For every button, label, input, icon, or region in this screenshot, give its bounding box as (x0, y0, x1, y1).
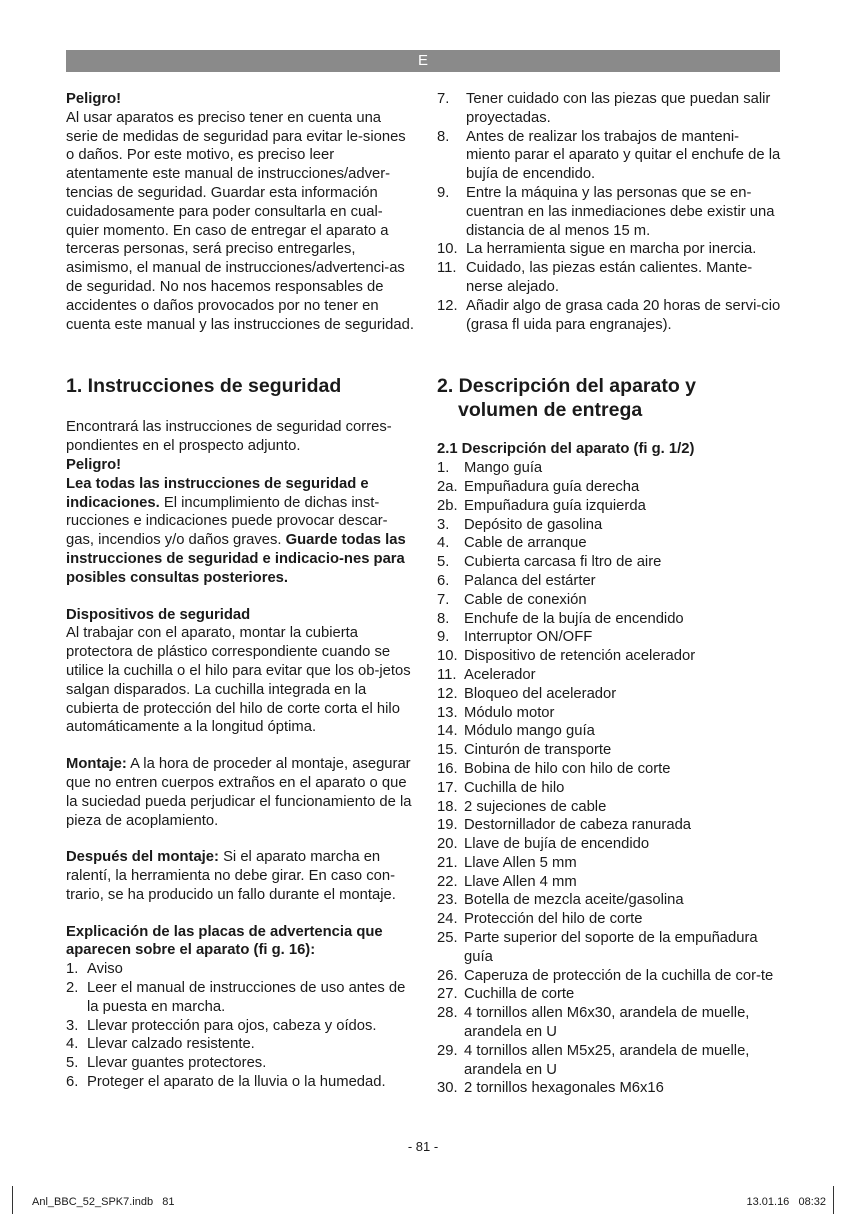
section2-heading-line2: volumen de entrega (458, 399, 643, 422)
item-text: Cable de conexión (464, 591, 587, 608)
item-text: 2 tornillos hexagonales M6x16 (464, 1080, 664, 1097)
item-text: Enchufe de la bujía de encendido (464, 610, 684, 627)
list-item (437, 572, 782, 591)
after-assembly-text: Si el aparato marcha en ralentí, la herramienta no debe girar. En caso con-trario, se ha producido un fallo durante el montaje. (66, 849, 396, 903)
list-item (437, 553, 782, 572)
item-number: 28. (437, 1005, 458, 1022)
list-item (437, 1042, 782, 1080)
item-text: Mango guía (464, 460, 543, 477)
list-item (437, 741, 782, 760)
item-text: 4 tornillos allen M5x25, arandela de muelle, arandela en U (464, 1042, 750, 1078)
item-number: 22. (437, 873, 458, 890)
list-item: 6. Proteger el aparato de la lluvia o la humedad. (66, 1074, 386, 1091)
list-item: 12. Añadir algo de grasa cada 20 horas de servi-cio (grasa fl uida para engranajes). (437, 297, 781, 333)
safety-devices-text: Al trabajar con el aparato, montar la cubierta protectora de plástico correspondiente cuando se utilice la cuchilla o el hilo para evitar que los ob-jetos salgan disparados. La cuchilla integrada en la cubierta de protección del hilo de corte corta el hilo automáticamente a la longitud óptima. (66, 625, 411, 736)
item-text: 4 tornillos allen M6x30, arandela de muelle, arandela en U (464, 1005, 750, 1041)
item-text: Empuñadura guía derecha (464, 478, 640, 495)
crop-mark-right (833, 1186, 834, 1214)
item-number: 21. (437, 854, 458, 871)
item-number: 2b. (437, 497, 458, 514)
item-number: 6. (437, 572, 450, 589)
item-number: 14. (437, 723, 458, 740)
item-text: Dispositivo de retención acelerador (464, 648, 696, 665)
list-item (437, 628, 782, 647)
list-item: 7. Tener cuidado con las piezas que puedan salir proyectadas. (437, 91, 771, 126)
item-text: Módulo motor (464, 704, 555, 721)
assembly-paragraph (66, 755, 414, 830)
parts-list (437, 459, 782, 1098)
item-number: 9. (437, 629, 450, 646)
list-item (437, 779, 782, 798)
danger-title: Peligro! (66, 91, 122, 107)
item-number: 20. (437, 836, 458, 853)
list-item: 8. Antes de realizar los trabajos de manteni-miento parar el aparato y quitar el enchufe de la bujía de encendido. (437, 128, 781, 183)
list-item (437, 610, 782, 629)
list-item (437, 459, 782, 478)
list-item (437, 722, 782, 741)
item-number: 29. (437, 1042, 458, 1059)
list-item (437, 704, 782, 723)
list-item (437, 873, 782, 892)
list-item (437, 1079, 782, 1098)
item-number: 15. (437, 742, 458, 759)
list-item (437, 891, 782, 910)
subsection-2-1-heading: 2.1 Descripción del aparato (fi g. 1/2) (437, 441, 695, 458)
keep-instructions: Guarde todas las instrucciones de seguridad e indicacio-nes para posibles consultas posteriores. (66, 532, 406, 586)
item-text: 2 sujeciones de cable (464, 798, 607, 815)
item-text: Cuchilla de corte (464, 986, 575, 1003)
left-column (66, 90, 414, 1092)
section1-intro: Encontrará las instrucciones de seguridad corres-pondientes en el prospecto adjunto. (66, 419, 392, 455)
item-text: Cubierta carcasa fi ltro de aire (464, 554, 662, 571)
item-number: 19. (437, 817, 458, 834)
list-item (437, 910, 782, 929)
list-item: 5. Llevar guantes protectores. (66, 1055, 267, 1072)
list-item (437, 591, 782, 610)
item-number: 12. (437, 685, 458, 702)
item-text: Botella de mezcla aceite/gasolina (464, 892, 684, 909)
list-item (437, 967, 782, 986)
item-text: Llave Allen 5 mm (464, 854, 577, 871)
warning-plates-list-continued (437, 90, 782, 334)
item-number: 1. (437, 460, 450, 477)
item-number: 7. (437, 591, 450, 608)
item-number: 13. (437, 704, 458, 721)
safety-devices-heading: Dispositivos de seguridad (66, 606, 251, 623)
file-name: Anl_BBC_52_SPK7.indb 81 (32, 1196, 175, 1208)
list-item (437, 816, 782, 835)
section1-heading: 1. Instrucciones de seguridad (66, 375, 342, 398)
item-text: Cable de arranque (464, 535, 587, 552)
list-item (437, 985, 782, 1004)
assembly-text: A la hora de proceder al montaje, asegurar que no entren cuerpos extraños en el aparato o que la suciedad pueda perjudicar el funcionamiento de la pieza de acoplamiento. (66, 756, 412, 829)
section1-warning-paragraph (66, 475, 414, 588)
item-number: 3. (437, 516, 450, 533)
item-number: 18. (437, 798, 458, 815)
list-item (437, 497, 782, 516)
list-item (437, 798, 782, 817)
item-number: 25. (437, 930, 458, 947)
item-number: 5. (437, 554, 450, 571)
right-column (437, 90, 782, 1098)
crop-mark-left (12, 1186, 13, 1214)
after-assembly-label: Después del montaje: (66, 849, 219, 866)
list-item (437, 760, 782, 779)
item-number: 2a. (437, 478, 458, 495)
language-header-bar (66, 50, 780, 72)
item-text: Llave Allen 4 mm (464, 873, 577, 890)
item-text: Cinturón de transporte (464, 742, 612, 759)
item-text: Parte superior del soporte de la empuñadura guía (464, 930, 758, 965)
list-item (437, 685, 782, 704)
item-text: Protección del hilo de corte (464, 911, 643, 928)
section1-danger-title: Peligro! (66, 456, 122, 473)
list-item: 10. La herramienta sigue en marcha por inercia. (437, 241, 757, 258)
item-number: 27. (437, 986, 458, 1003)
list-item (437, 516, 782, 535)
after-assembly-paragraph (66, 848, 414, 904)
item-text: Interruptor ON/OFF (464, 629, 593, 646)
item-text: Llave de bujía de encendido (464, 836, 650, 853)
list-item: 2. Leer el manual de instrucciones de uso antes de la puesta en marcha. (66, 980, 406, 1015)
warning-plates-heading: Explicación de las placas de advertencia que aparecen sobre el aparato (fi g. 16): (66, 923, 383, 959)
item-text: Cuchilla de hilo (464, 779, 565, 796)
item-text: Empuñadura guía izquierda (464, 497, 646, 514)
page-number: - 81 - (407, 1139, 439, 1154)
assembly-label: Montaje: (66, 756, 127, 773)
list-item (437, 854, 782, 873)
item-text: Módulo mango guía (464, 723, 595, 740)
section2-heading-line1: 2. Descripción del aparato y (437, 375, 697, 398)
item-text: Palanca del estárter (464, 572, 596, 589)
item-text: Acelerador (464, 666, 536, 683)
read-all-instructions: Lea todas las instrucciones de seguridad e indicaciones. (66, 475, 369, 511)
list-item: 4. Llevar calzado resistente. (66, 1036, 255, 1053)
item-text: Caperuza de protección de la cuchilla de cor-te (464, 967, 774, 984)
warning-plates-list (66, 960, 414, 1092)
item-number: 10. (437, 648, 458, 665)
item-text: Depósito de gasolina (464, 516, 603, 533)
item-number: 11. (437, 666, 457, 683)
list-item (437, 929, 782, 967)
item-number: 26. (437, 967, 458, 984)
item-text: Bobina de hilo con hilo de corte (464, 760, 671, 777)
non-compliance-text: El incumplimiento de dichas inst-rucciones e indicaciones puede provocar descar-gas, incendios y/o daños graves. (66, 494, 388, 549)
item-number: 24. (437, 911, 458, 928)
list-item (437, 1004, 782, 1042)
item-number: 17. (437, 779, 458, 796)
item-number: 16. (437, 760, 458, 777)
list-item: 1. Aviso (66, 961, 123, 978)
list-item: 9. Entre la máquina y las personas que se en-cuentran en las inmediaciones debe existir una distancia de al menos 15 m. (437, 184, 775, 239)
item-text: Bloqueo del acelerador (464, 685, 617, 702)
item-number: 4. (437, 535, 450, 552)
language-label: E (417, 52, 428, 69)
item-number: 23. (437, 892, 458, 909)
list-item (437, 534, 782, 553)
list-item: 11. Cuidado, las piezas están calientes. Mante-nerse alejado. (437, 260, 753, 295)
list-item (437, 647, 782, 666)
list-item (437, 835, 782, 854)
list-item: 3. Llevar protección para ojos, cabeza y oídos. (66, 1017, 377, 1034)
list-item (437, 478, 782, 497)
danger-paragraph: Al usar aparatos es preciso tener en cuenta una serie de medidas de seguridad para evitar le-siones o daños. Por este motivo, es preciso leer atentamente este manual de instrucciones/adver-tencias de seguridad. Guardar esta información cuidadosamente para poder consultarla en cual-quier momento. En caso de entregar el aparato a terceras personas, será preciso entregarles, asimismo, el manual de instrucciones/advertenci-as de seguridad. No nos hacemos responsables de accidentes o daños provocados por no tener en cuenta este manual y las instrucciones de seguridad. (66, 109, 414, 333)
item-number: 8. (437, 610, 450, 627)
item-number: 30. (437, 1080, 458, 1097)
list-item (437, 666, 782, 685)
print-timestamp: 13.01.16 08:32 (746, 1196, 826, 1208)
item-text: Destornillador de cabeza ranurada (464, 817, 692, 834)
